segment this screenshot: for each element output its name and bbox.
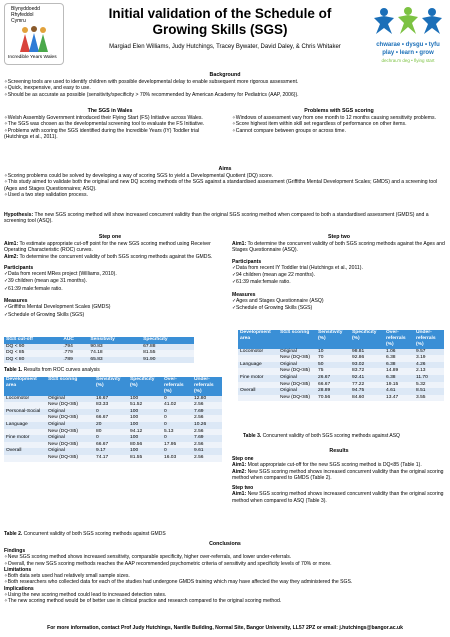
table-row [238,368,444,375]
step-two-measure: ✓ Schedule of Growing Skills (SGS) [232,305,446,312]
table-cell: Original [46,422,94,429]
table-row [4,429,222,436]
table-cell: 16.67 [94,396,128,403]
table-row [238,355,444,362]
logo-right-line-1: chwarae • dysgu • tyfu [376,42,440,48]
step-two-participant: ✓ 94 children (mean age 22 months). [232,272,446,279]
results-heading: Results [329,448,349,454]
logo-right-line-3: dechrau'n deg • flying start [381,58,435,63]
table-cell: 26.67 [316,375,350,382]
table-cell: 81.55 [128,455,162,462]
table-1-header: SGS cut-off [4,337,61,344]
table-row [238,388,444,395]
table-cell: 50 [316,362,350,369]
table-cell: 4.26 [414,362,444,369]
table-row [4,435,222,442]
table-cell: Locomotor [238,349,278,356]
table-cell: 5.32 [414,382,444,389]
step-two-measures-heading: Measures [232,291,256,298]
table-cell: 0 [162,435,192,442]
results-s1-aim2-label: Aim2: [232,468,247,475]
table-3-header: SGS scoring [278,330,316,349]
step-one-body [4,241,218,319]
implication-bullet: ✧ The new scoring method would be of better use in clinical practice and research compared to the original scoring method. [4,598,446,604]
table-cell: 17.95 [162,442,192,449]
poster-authors: Margiad Elen Williams, Judy Hutchings, Tracey Bywater, David Daley, & Chris Whitaker [109,44,341,50]
table-row [4,396,222,403]
background-heading: Background [209,72,241,78]
table-cell: 14.89 [384,368,414,375]
table-row [238,375,444,382]
table-cell: 2.56 [192,442,222,449]
incredible-years-wales-logo [4,3,64,65]
table-2-caption-label: Table 2. [4,531,23,537]
table-cell: 2.56 [192,429,222,436]
table-cell: Language [4,422,46,429]
table-cell: 100 [128,415,162,422]
step-one-participant: ✓ 39 children (mean age 31 months). [4,278,218,285]
step-one-participant: ✓ Data from recent MRes project (Williams, 2010). [4,271,218,278]
table-cell: 2.56 [192,402,222,409]
step-two-aim1-label: Aim1: [232,241,247,247]
table-cell: 66.67 [316,382,350,389]
table-cell: 81.55 [141,350,194,357]
poster-title: Initial validation of the Schedule of Growing Skills (SGS) [108,6,332,37]
table-cell: 2.56 [192,455,222,462]
table-cell: Original [278,362,316,369]
results-step2-heading: Step two [232,485,254,492]
children-figures-icon [17,24,51,54]
table-cell: 0 [162,422,192,429]
table-1-header: Specificity [141,337,194,344]
step-two-participants-heading: Participants [232,258,262,265]
logo-left-bottom-text: Incredible Years Wales [8,55,57,60]
table-cell: 0 [162,409,192,416]
results-s1-aim1-label: Aim1: [232,462,247,469]
step-two-heading: Step two [327,234,351,240]
table-cell: New (DQ<85) [46,442,94,449]
table-cell: 74.18 [88,350,141,357]
table-cell: Overall [4,448,46,455]
table-cell: 65.83 [88,357,141,364]
table-cell: 13.47 [384,395,414,402]
table-cell: New (DQ<85) [278,368,316,375]
table-2-header: Specificity (%) [128,377,162,396]
table-cell [238,368,278,375]
table-cell: 0 [94,435,128,442]
step-one-aim2: To determine the concurrent validity of both SGS scoring methods against the GMDS. [19,253,213,260]
sgs-wales-bullet: ✧ Welsh Assembly Government introduced their Flying Start (FS) Initiative across Wales. [4,115,216,121]
aims-bullet: ✧ Used a two step validation process. [4,192,446,198]
limitation-bullet: ✧ Both data sets used had relatively small sample sizes. [4,573,446,579]
table-cell: Original [278,375,316,382]
table-cell: .794 [61,344,88,351]
table-cell: 0 [162,396,192,403]
step-one-measure: ✓ Griffiths Mental Development Scales (GMDS) [4,304,218,311]
aims-bullet: ✧ This study aimed to validate both the original and new DQ scoring methods of the SGS against a standardised assessment (Griffiths Mental Development Scales; GMDS) and a screening tool (Ages and Stages Questionnaires; ASQ). [4,179,446,192]
step-one-participant: ✓ 61:39 male:female ratio. [4,286,218,293]
table-cell: DQ < 80 [4,357,61,364]
background-list [4,79,444,98]
table-cell: 11.70 [414,375,444,382]
problems-bullet: ✧ Score highest item within skill set regardless of performance on other items. [232,121,446,127]
table-cell: Fine motor [4,435,46,442]
table-cell: New (DQ<85) [278,355,316,362]
table-2-gmds [4,377,222,462]
results-step1-heading: Step one [232,456,254,462]
table-cell: 4.61 [384,388,414,395]
table-cell: 3.19 [414,355,444,362]
table-1-caption-text: Results from ROC curves analysis [23,367,100,373]
table-cell: Fine motor [238,375,278,382]
table-cell: 100 [128,435,162,442]
step-one-measure: ✓ Schedule of Growing Skills (SGS) [4,312,218,319]
table-cell: New (DQ<85) [278,382,316,389]
table-3-asq [238,330,444,401]
step-two-measure: ✓ Ages and Stages Questionnaire (ASQ) [232,298,446,305]
table-cell: 67.88 [141,344,194,351]
table-cell: 16.03 [162,455,192,462]
finding-bullet: ✧ Overall, the new SGS scoring methods reaches the AAP recommended psychometric criteria of sensitivity and specificity levels of 70% or more. [4,561,446,567]
hypothesis [4,212,446,225]
table-cell: 98.81 [350,349,384,356]
table-row [4,409,222,416]
table-cell: 100 [128,448,162,455]
results-s1-aim2: New SGS scoring method shows increased concurrent validity than the original scoring method when compared to GMDS (Table 2). [232,468,444,481]
table-1-header: AUC [61,337,88,344]
table-cell: 0 [162,415,192,422]
table-cell [4,415,46,422]
table-cell [238,395,278,402]
table-1-caption-label: Table 1. [4,367,23,373]
aims-bullet: ✧ Scoring problems could be solved by developing a way of scoring SGS to yield a Developmental Quotient (DQ) score. [4,173,446,179]
table-3-caption-label: Table 3. [243,433,262,439]
problems-bullet: ✧ Windows of assessment vary from one month to 12 months causing sensitivity problems. [232,115,446,121]
table-cell: 8.51 [414,388,444,395]
limitation-bullet: ✧ Both researchers who collected data for each of the studies had undergone GMDS training which may have affected the way they administered the SGS. [4,579,446,585]
table-row [4,357,194,364]
table-cell: 3.55 [414,395,444,402]
hypothesis-text: The new SGS scoring method will show increased concurrent validity than the original SGS scoring method when compared to both a standardised assessment (GMDS) and a screening tool (ASQ). [4,212,429,225]
step-one-participants-heading: Participants [4,264,34,271]
table-2-caption-text: Concurrent validity of both SGS scoring methods against GMDS [23,531,166,537]
finding-bullet: ✧ New SGS scoring method shows increased sensitivity, comparable specificity, higher over-referrals, and lower under-referrals. [4,554,446,560]
step-two-body [232,241,446,313]
table-cell: 19.15 [384,382,414,389]
table-cell: 6.38 [384,375,414,382]
table-cell: 74.17 [94,455,128,462]
table-cell: 51.52 [128,402,162,409]
logo-right-line-2: play • learn • grow [382,50,434,56]
table-cell: 80.56 [128,442,162,449]
table-row [238,362,444,369]
table-cell: 12.80 [192,396,222,403]
table-cell: 100 [128,422,162,429]
step-one-aim1-label: Aim1: [4,241,19,247]
table-3-header: Sensitivity (%) [316,330,350,349]
aims-list [4,173,446,198]
table-cell: 70.56 [316,395,350,402]
hypothesis-label: Hypothesis: [4,212,34,218]
table-cell: Locomotor [4,396,46,403]
table-cell: 28.89 [316,388,350,395]
table-cell: 6.38 [384,362,414,369]
table-3-header: Specificity (%) [350,330,384,349]
table-cell: Overall [238,388,278,395]
table-cell [238,355,278,362]
table-row [4,422,222,429]
problems-list [232,115,446,134]
table-cell: DQ < 85 [4,350,61,357]
table-cell: .789 [61,357,88,364]
table-row [238,349,444,356]
table-cell: 83.72 [350,368,384,375]
flying-start-figures-icon [370,6,446,36]
table-cell: 7.69 [192,435,222,442]
step-one-aim2-label: Aim2: [4,253,19,260]
problems-heading: Problems with SGS scoring [304,108,374,114]
table-cell: Original [46,409,94,416]
table-cell: Language [238,362,278,369]
step-one-heading: Step one [98,234,122,240]
table-cell [4,455,46,462]
table-2-caption [4,531,166,537]
table-2-header: SGS scoring [46,377,94,396]
table-cell: 2.13 [414,368,444,375]
step-two-participant: ✓ Data from recent IY Toddler trial (Hutchings et al., 2011). [232,265,446,272]
logo-left-line-2: Rhyfeddol [11,12,34,18]
table-1-caption [4,367,100,373]
table-cell: 93.02 [350,362,384,369]
implication-bullet: ✧ Using the new scoring method could lead to increased detection rates. [4,592,446,598]
logo-left-line-1: Blynyddoedd [11,6,40,12]
table-cell: New (DQ<85) [46,415,94,422]
table-cell: 9.61 [192,448,222,455]
contact-info: For more information, contact Prof Judy Hutchings, Nantlle Building, Normal Site, Bangor University, LL57 2PZ or email: j.hutchings@bangor.ac.uk [47,625,403,631]
table-cell: 84.60 [350,395,384,402]
table-cell: Original [46,435,94,442]
table-cell: 77.22 [350,382,384,389]
table-2-header: Sensitivity (%) [94,377,128,396]
table-3-caption [243,433,400,439]
table-cell: 83.33 [94,402,128,409]
sgs-wales-bullet: ✧ Problems with scoring the SGS identified during the Incredible Years (IY) Toddler trial (Hutchings et al., 2011). [4,128,216,141]
table-2-header: Development area [4,377,46,396]
step-two-participant: ✓ 61:39 male:female ratio. [232,279,446,286]
table-cell: Original [46,396,94,403]
table-cell: 92.86 [350,355,384,362]
background-bullet: ✧ Screening tools are used to identify children with possible developmental delay to enable subsequent more rigorous assessment. [4,79,444,85]
logo-left-line-3: Cymru [11,18,26,24]
table-cell: 100 [128,409,162,416]
problems-bullet: ✧ Cannot compare between groups or across time. [232,128,446,134]
table-cell: 10.26 [192,422,222,429]
table-cell: 80 [94,429,128,436]
table-2-header: Over-referrals (%) [162,377,192,396]
table-1-header: Sensitivity [88,337,141,344]
table-cell: 66.67 [94,442,128,449]
table-cell: 9.17 [94,448,128,455]
sgs-wales-heading: The SGS in Wales [87,108,133,114]
table-cell: 6.38 [384,355,414,362]
table-cell: Personal-Social [4,409,46,416]
step-one-measures-heading: Measures [4,298,28,305]
background-bullet: ✧ Quick, inexpensive, and easy to use. [4,85,444,91]
table-1-roc [4,337,194,363]
sgs-wales-list [4,115,216,140]
table-row [4,448,222,455]
findings-heading: Findings [4,548,26,554]
conclusions-body [4,548,446,605]
results-s2-aim1-label: Aim1: [232,491,247,498]
table-cell: 75 [316,368,350,375]
results-s2-aim1: New SGS scoring method shows increased concurrent validity than the original scoring method when compared to ASQ (Table 3). [232,491,444,504]
aims-heading: Aims [218,166,232,172]
step-one-aim1: To estimate appropriate cut-off point for the new SGS scoring method using Receiver Operating Characteristic (ROC) curves. [4,241,211,254]
implications-heading: Implications [4,585,34,592]
table-cell [4,402,46,409]
table-cell: 9.57 [414,349,444,356]
results-body [232,456,446,504]
table-cell: 20 [94,422,128,429]
table-row [4,442,222,449]
table-row [4,350,194,357]
table-3-header: Development area [238,330,278,349]
table-cell: 41.02 [162,402,192,409]
table-cell: 92.41 [350,375,384,382]
table-cell: Original [46,448,94,455]
table-row [4,415,222,422]
table-cell: 90.83 [88,344,141,351]
table-cell: 94.12 [128,429,162,436]
table-cell: New (DQ<85) [46,402,94,409]
table-cell: 66.67 [94,415,128,422]
flying-start-logo [370,6,446,66]
table-3-header: Over-referrals (%) [384,330,414,349]
table-cell: 1.06 [384,349,414,356]
table-cell: 10 [316,349,350,356]
conclusions-heading: Conclusions [209,541,241,547]
table-cell: 94.75 [350,388,384,395]
results-s1-aim1: Most appropriate cut-off for the new SGS scoring method is DQ<85 (Table 1). [247,462,422,469]
table-cell: 0 [94,409,128,416]
table-row [4,455,222,462]
step-two-aim1: To determine the concurrent validity of both SGS scoring methods against the Ages and Stages Questionnaire (ASQ). [232,241,445,254]
table-cell: Original [278,388,316,395]
table-cell: New (DQ<85) [46,455,94,462]
table-cell: 5.13 [162,429,192,436]
table-row [238,382,444,389]
table-cell: Original [278,349,316,356]
background-bullet: ✧ Should be as accurate as possible (sensitivity/specificity > 70% recommended by American Academy for Pediatrics (AAP, 2006)). [4,92,444,98]
table-cell: DQ < 90 [4,344,61,351]
table-cell: New (DQ<85) [46,429,94,436]
table-row [238,395,444,402]
table-cell: 70 [316,355,350,362]
table-cell: 2.56 [192,415,222,422]
table-row [4,402,222,409]
table-cell: 7.69 [192,409,222,416]
limitations-heading: Limitations [4,566,32,573]
table-2-header: Under-referrals (%) [192,377,222,396]
table-cell: 100 [128,396,162,403]
sgs-wales-bullet: ✧ The SGS was chosen as the developmental screening tool to evaluate the FS Initiative. [4,121,216,127]
table-3-caption-text: Concurrent validity of both SGS scoring methods against ASQ [262,433,400,439]
table-cell: New (DQ<85) [278,395,316,402]
table-3-header: Under-referrals (%) [414,330,444,349]
table-cell: .779 [61,350,88,357]
table-cell: 91.90 [141,357,194,364]
table-cell: 0 [162,448,192,455]
